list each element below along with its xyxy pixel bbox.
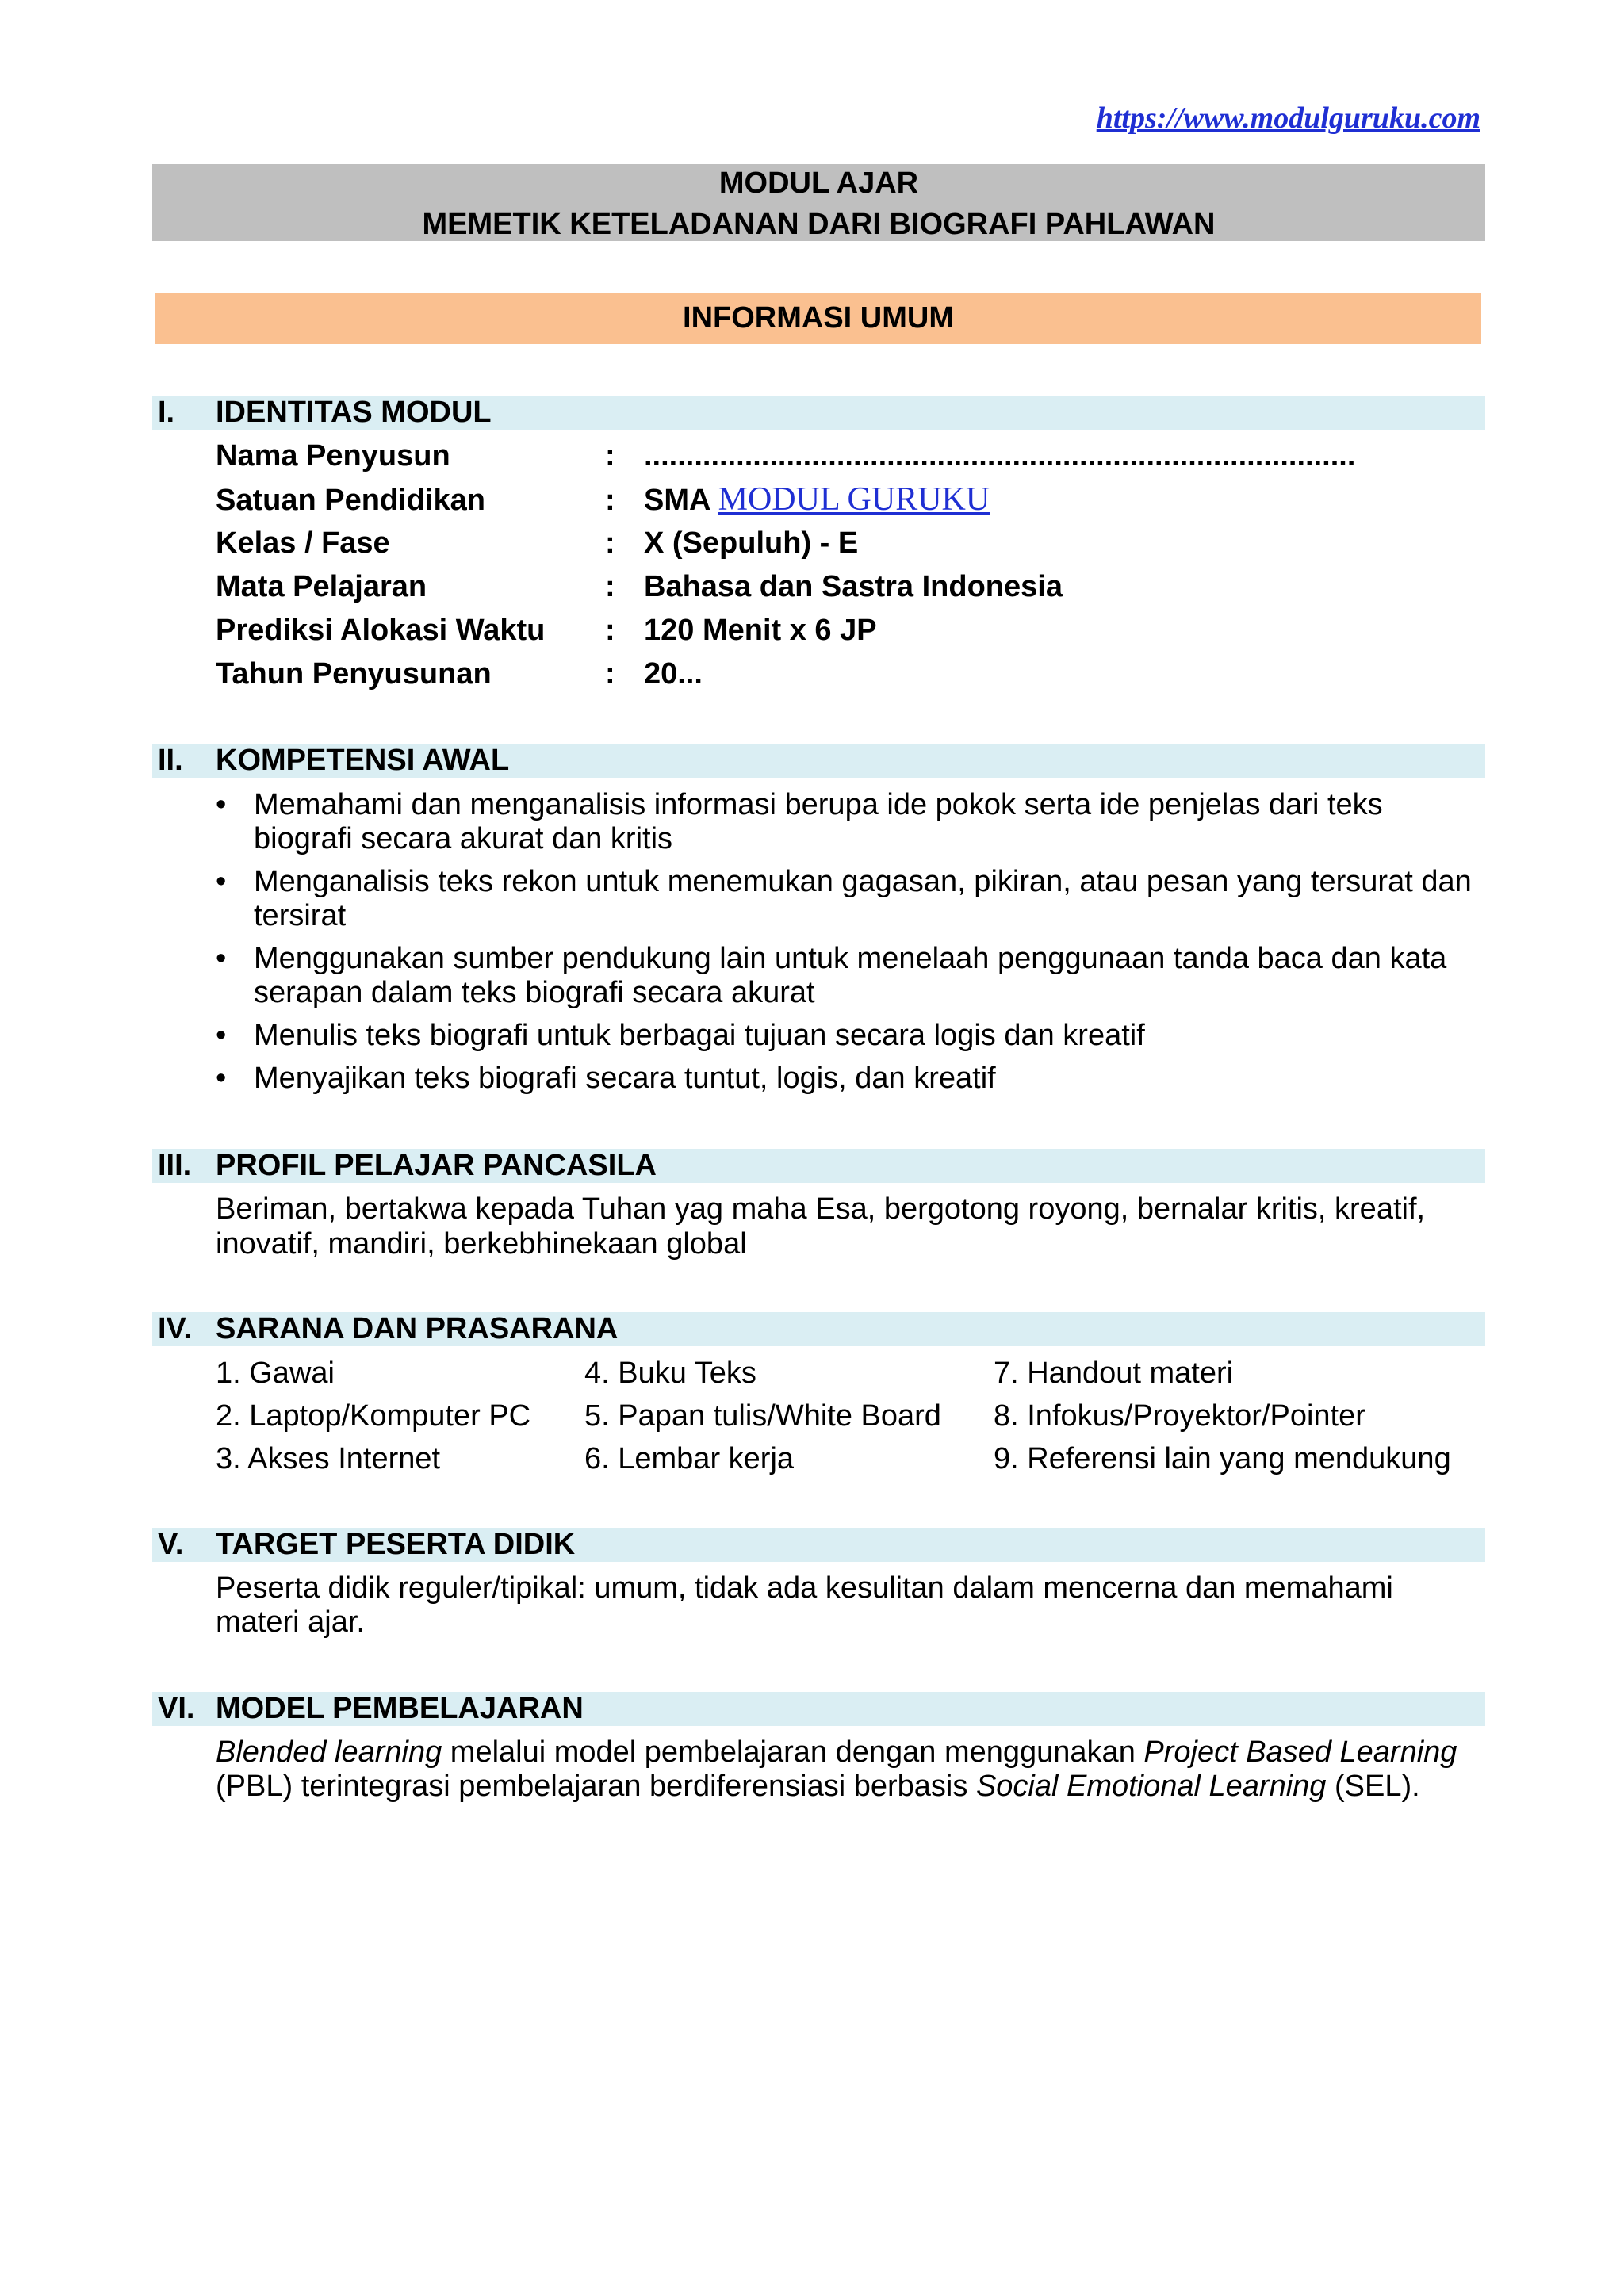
identity-value: 120 Menit x 6 JP [644, 614, 877, 647]
list-item: 1. Gawai [216, 1357, 335, 1390]
list-item-text: Menyajikan teks biografi secara tuntut, logis, dan kreatif [254, 1062, 996, 1095]
document-type-title: MODUL AJAR [718, 166, 919, 200]
bullet-icon [216, 1019, 226, 1053]
model-text-italic: Project Based Learning [1143, 1735, 1457, 1769]
module-title: MEMETIK KETELADANAN DARI BIOGRAFI PAHLAWAN [422, 208, 1216, 241]
section-header-identitas [152, 396, 1485, 430]
identity-value: 20... [644, 657, 703, 691]
list-item-text: Menganalisis teks rekon untuk menemukan gagasan, pikiran, atau pesan yang tersurat dan tersirat [254, 865, 1472, 932]
identity-colon: : [605, 570, 615, 603]
identity-label: Prediksi Alokasi Waktu [216, 614, 546, 647]
section-header-kompetensi [152, 744, 1485, 778]
identity-row-nama-penyusun [216, 434, 1484, 478]
target-text: Peserta didik reguler/tipikal: umum, tidak ada kesulitan dalam mencerna dan memahami materi ajar. [216, 1571, 1393, 1639]
identity-label: Kelas / Fase [216, 526, 390, 560]
list-item: 2. Laptop/Komputer PC [216, 1399, 531, 1433]
section-header-sarana [152, 1312, 1485, 1346]
list-item-text: Menggunakan sumber pendukung lain untuk menelaah penggunaan tanda baca dan kata serapan dalam teks biografi secara akurat [254, 942, 1447, 1009]
list-item: 6. Lembar kerja [584, 1442, 795, 1475]
model-text-italic: Social Emotional Learning [975, 1770, 1327, 1803]
list-item: 3. Akses Internet [216, 1442, 441, 1475]
section-header-profil [152, 1149, 1485, 1183]
section-numeral: VI. [158, 1692, 195, 1725]
identity-colon: : [605, 657, 615, 691]
identity-row-mata-pelajaran [216, 565, 1484, 609]
list-item-text: Memahami dan menganalisis informasi berupa ide pokok serta ide penjelas dari teks biografi secara akurat dan kritis [254, 788, 1383, 855]
model-text-italic: Blended learning [216, 1735, 442, 1769]
section-numeral: IV. [158, 1312, 192, 1345]
identity-label: Nama Penyusun [216, 439, 450, 473]
identity-value [644, 478, 990, 522]
section-title: SARANA DAN PRASARANA [216, 1312, 619, 1345]
section-numeral: II. [158, 744, 183, 777]
identity-colon: : [605, 484, 615, 517]
list-item-text: Menulis teks biografi untuk berbagai tujuan secara logis dan kreatif [254, 1019, 1145, 1052]
list-item: 8. Infokus/Proyektor/Pointer [994, 1399, 1365, 1433]
list-item [254, 865, 1481, 933]
section-header-model [152, 1692, 1485, 1726]
identity-row-satuan-pendidikan [216, 478, 1484, 522]
section-numeral: I. [158, 396, 175, 429]
modul-guruku-link[interactable]: MODUL GURUKU [718, 481, 990, 518]
identity-row-tahun-penyusunan [216, 652, 1484, 696]
identity-value: ..................................................................................... [644, 439, 1356, 473]
bullet-icon [216, 788, 226, 822]
model-text-regular: (PBL) terintegrasi pembelajaran berdiferensiasi berbasis [216, 1770, 976, 1803]
identity-row-kelas-fase [216, 522, 1484, 565]
list-item [254, 1019, 1481, 1053]
list-item [254, 788, 1481, 856]
section-title: IDENTITAS MODUL [216, 396, 492, 429]
list-item: 5. Papan tulis/White Board [584, 1399, 941, 1433]
bullet-icon [216, 942, 226, 976]
model-text-regular: melalui model pembelajaran dengan menggunakan [442, 1735, 1144, 1769]
identity-label: Satuan Pendidikan [216, 484, 485, 517]
identity-row-alokasi-waktu [216, 609, 1484, 652]
section-title: KOMPETENSI AWAL [216, 744, 510, 777]
identity-label: Mata Pelajaran [216, 570, 427, 603]
list-item: 9. Referensi lain yang mendukung [994, 1442, 1451, 1475]
section-title: PROFIL PELAJAR PANCASILA [216, 1149, 657, 1182]
section-title: MODEL PEMBELAJARAN [216, 1692, 584, 1725]
list-item: 4. Buku Teks [584, 1357, 756, 1390]
identity-colon: : [605, 439, 615, 473]
section-header-target [152, 1528, 1485, 1562]
bullet-icon [216, 1062, 226, 1096]
identity-colon: : [605, 526, 615, 560]
identity-table [216, 434, 1484, 696]
identity-label: Tahun Penyusunan [216, 657, 492, 691]
model-text-regular: (SEL). [1326, 1770, 1420, 1803]
profil-text: Beriman, bertakwa kepada Tuhan yag maha Esa, bergotong royong, bernalar kritis, kreatif, inovatif, mandiri, berkebhinekaan global [216, 1192, 1426, 1261]
list-item [254, 942, 1481, 1010]
website-url-link[interactable]: https://www.modulguruku.com [1096, 101, 1480, 135]
identity-value: X (Sepuluh) - E [644, 526, 859, 560]
identity-value: Bahasa dan Sastra Indonesia [644, 570, 1063, 603]
school-level-text: SMA [644, 484, 710, 517]
section-numeral: III. [158, 1149, 192, 1182]
kompetensi-list [254, 788, 1481, 1104]
sarana-list [216, 1352, 1485, 1480]
list-item [254, 1062, 1481, 1096]
bullet-icon [216, 865, 226, 899]
info-umum-banner: INFORMASI UMUM [155, 293, 1481, 344]
section-numeral: V. [158, 1528, 184, 1561]
list-item: 7. Handout materi [994, 1357, 1234, 1390]
section-title: TARGET PESERTA DIDIK [216, 1528, 576, 1561]
model-text [216, 1735, 1473, 1804]
title-box [152, 164, 1485, 241]
identity-colon: : [605, 614, 615, 647]
